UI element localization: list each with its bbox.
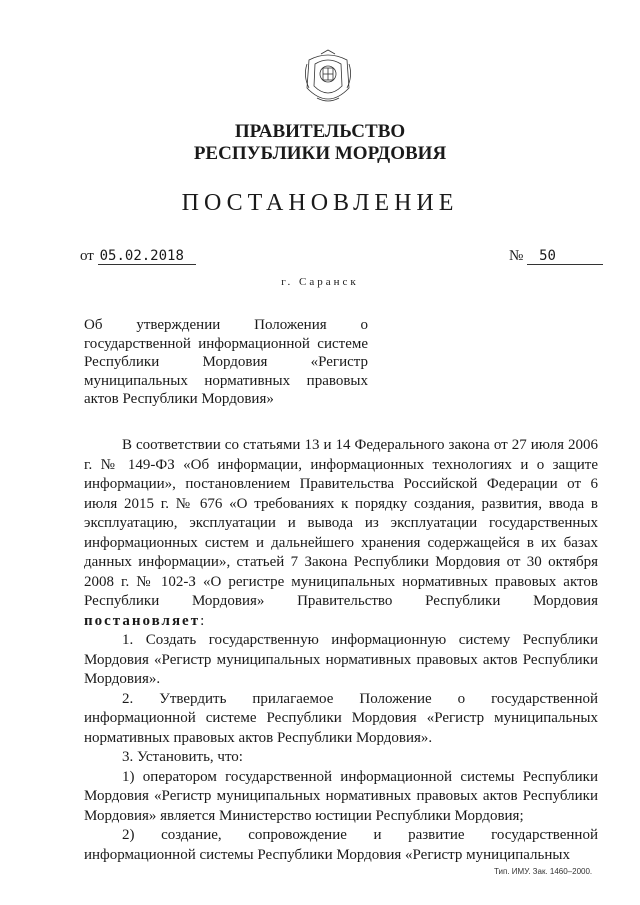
document-subject: Об утверждении Положения о государственной информационной системе Республики Мордовия «Регистр муниципальных нормативных правовых актов Республики Мордовия» — [84, 317, 368, 407]
print-footer: Тип. ИМУ. Зак. 1460–2000. — [494, 867, 593, 876]
number-value: 50 — [527, 248, 603, 265]
date-value: 05.02.2018 — [98, 248, 196, 265]
item-3: 3. Установить, что: — [122, 749, 243, 765]
item-2: 2. Утвердить прилагаемое Положение о государственной информационной системе Республики Мордовия «Регистр муниципальных нормативных правовых актов Республики Мордовия». — [84, 690, 598, 746]
document-type: ПОСТАНОВЛЕНИЕ — [181, 190, 459, 216]
document-body — [84, 436, 598, 865]
item-1: 1. Создать государственную информационную систему Республики Мордовия «Регистр муниципальных нормативных правовых актов Республики Мордовия». — [84, 632, 598, 687]
government-title: ПРАВИТЕЛЬСТВО — [234, 121, 406, 142]
number-prefix: № — [509, 248, 524, 264]
coat-of-arms-icon — [301, 48, 355, 108]
city: г. Саранск — [281, 276, 359, 288]
item-3-1: 1) оператором государственной информационной системы Республики Мордовия «Регистр муниципальных нормативных правовых актов Республики Мордовия» является Министерство юстиции Республики Мордовия; — [84, 768, 598, 824]
resolves-word: постановляет — [84, 612, 201, 629]
preamble-text: В соответствии со статьями 13 и 14 Федерального закона от 27 июля 2006 г. № 149-ФЗ «Об информации, информационных технологиях и о защите информации», постановлением Правительства Российской Федерации от 6 июля 2015 г. № 676 «О требованиях к порядку создания, развития, ввода в эксплуатацию, эксплуатации и вывода из эксплуатации государственных информационных систем и дальнейшего хранения содержащейся в их базах данных информации», статьей 7 Закона Республики Мордовия от 30 октября 2008 г. № 102-З «О регистре муниципальных нормативных правовых актов Республики Мордовия» Правительство Республики Мордовия — [84, 437, 598, 609]
preamble-paragraph — [84, 436, 598, 631]
government-subtitle: РЕСПУБЛИКИ МОРДОВИЯ — [193, 143, 447, 164]
date-line — [80, 248, 196, 265]
number-line — [509, 248, 603, 265]
date-prefix: от — [80, 248, 94, 264]
item-3-2: 2) создание, сопровождение и развитие государственной информационной системы Республики Мордовия «Регистр муниципальных — [84, 827, 598, 863]
resolves-colon: : — [200, 612, 205, 629]
